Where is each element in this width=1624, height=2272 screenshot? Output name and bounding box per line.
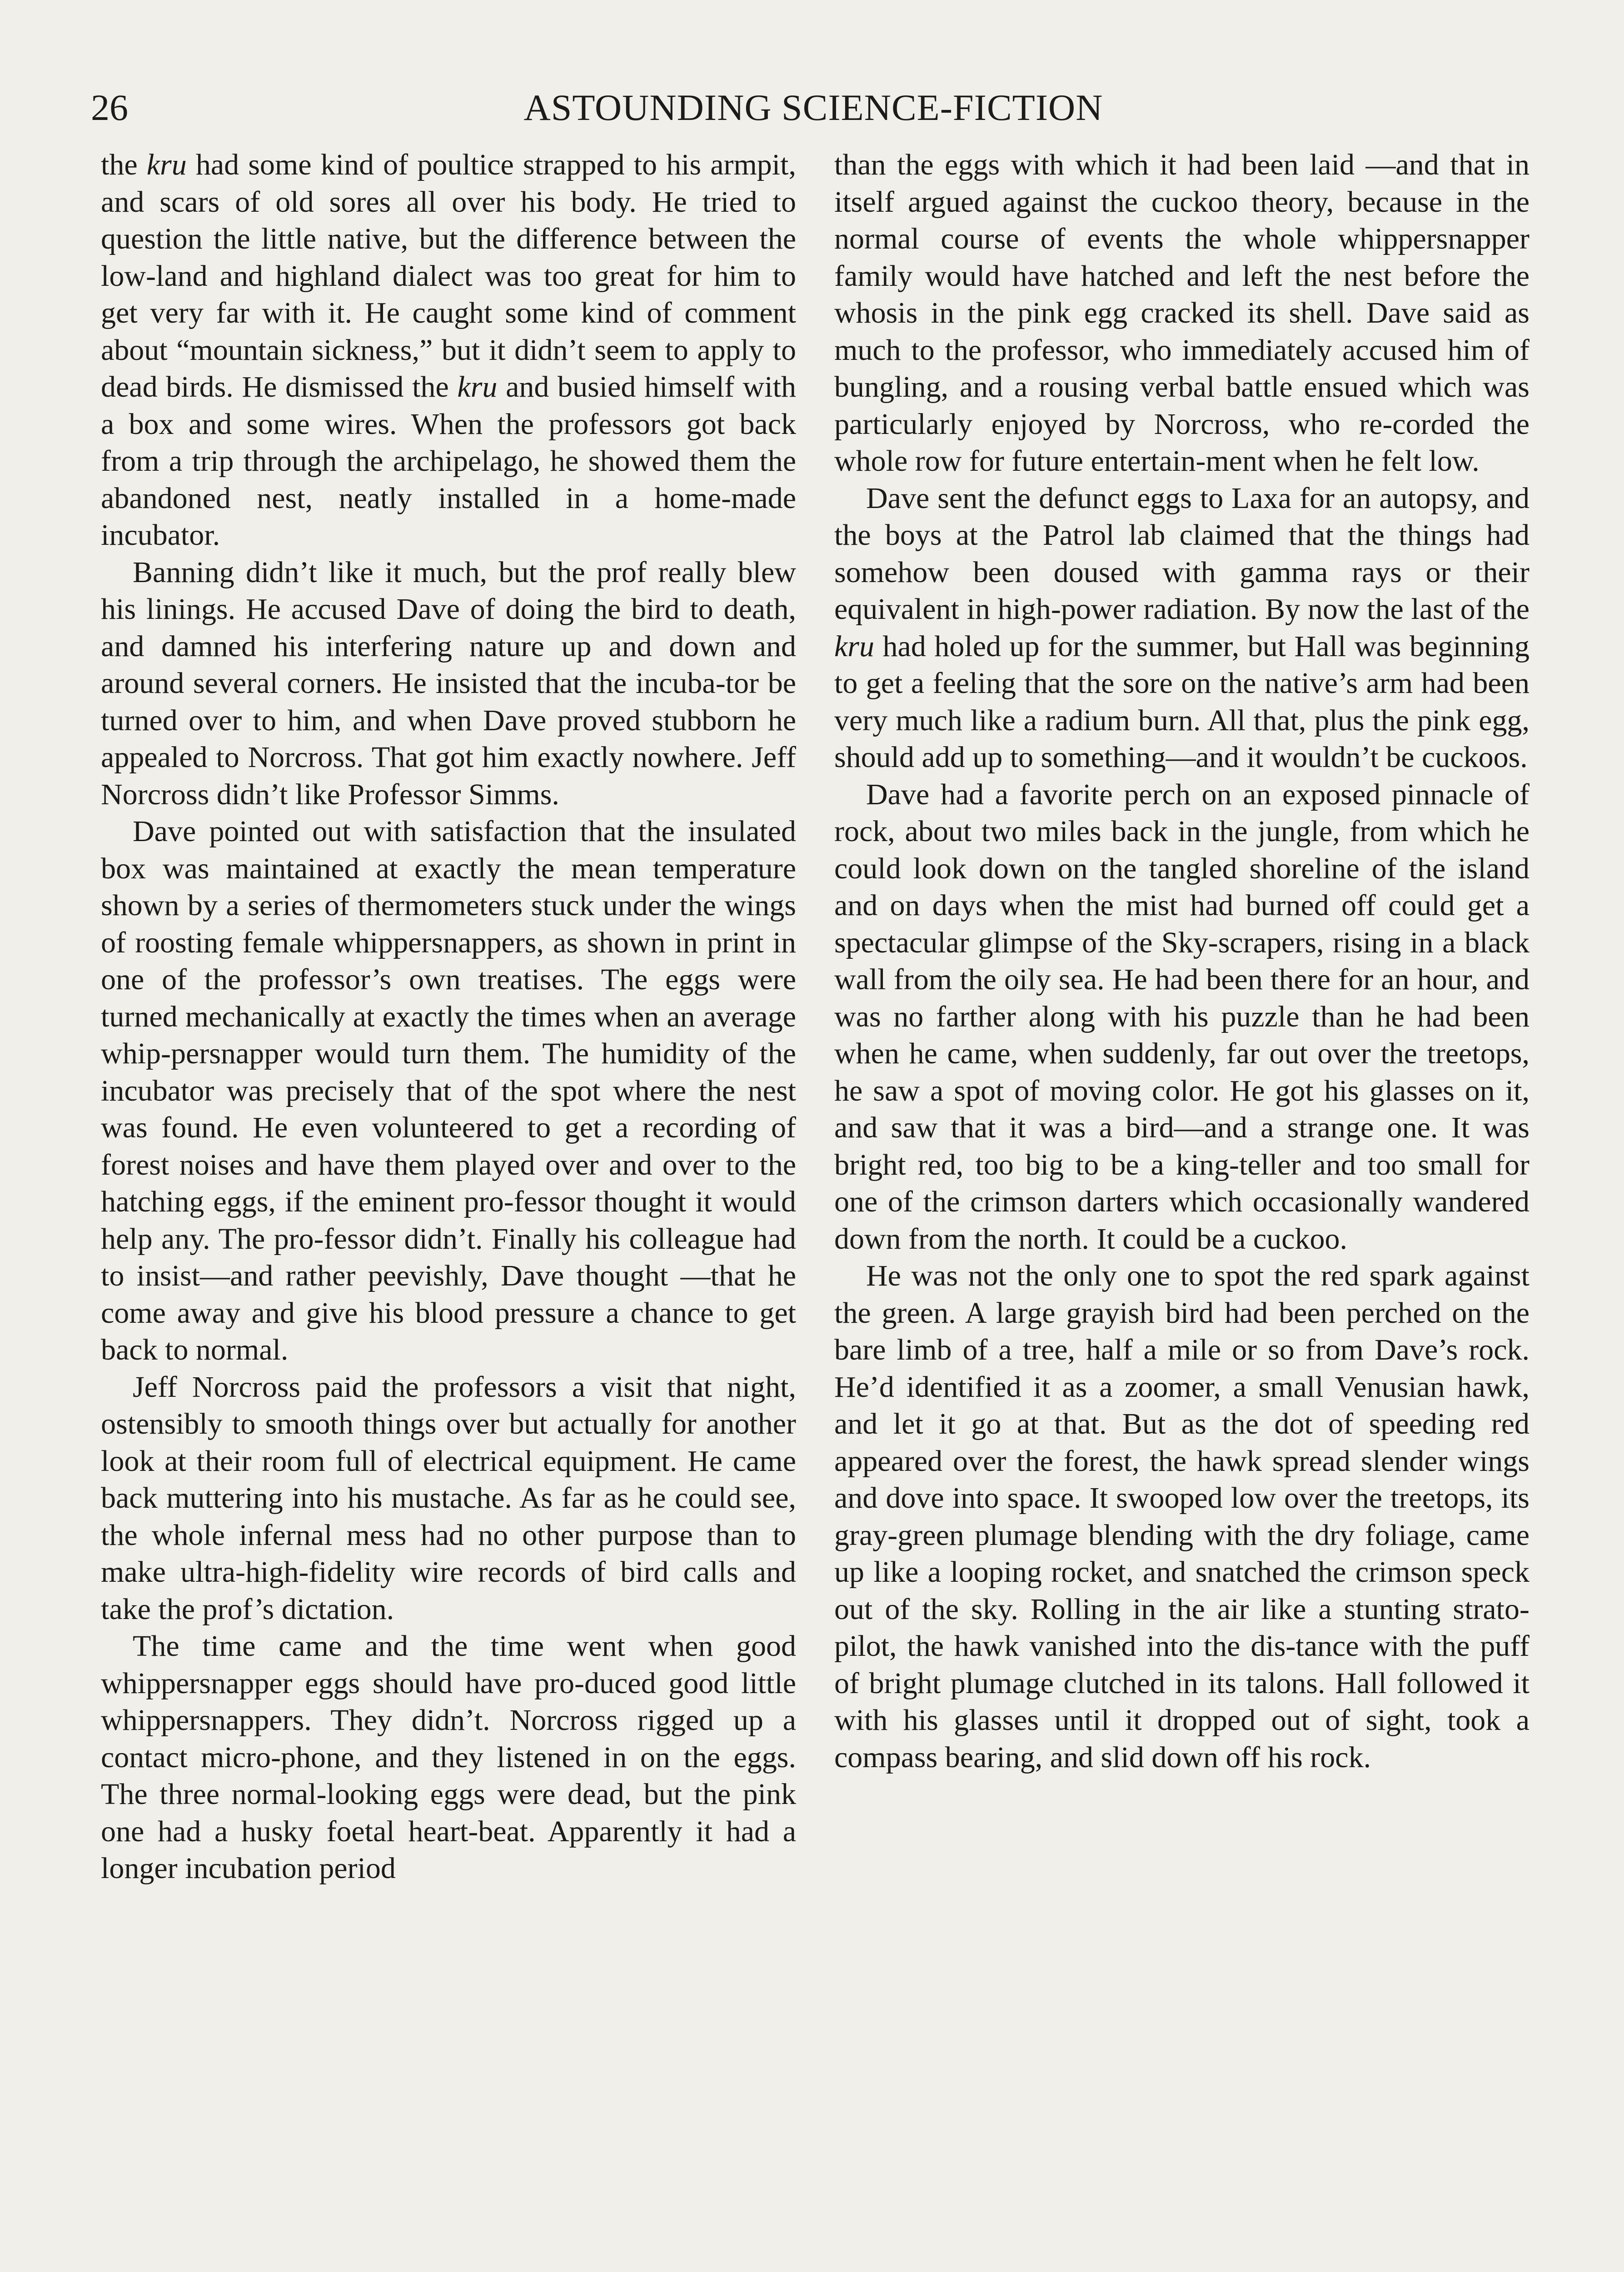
paragraph: than the eggs with which it had been laid —and that in itself argued against the cuckoo theory, because in the normal course of events the whole whippersnapper family would have hatched and left the nest before the whosis in the pink egg cracked its shell. Dave said as much to the professor, who immediately accused him of bungling, and a rousing verbal battle ensued which was particularly enjoyed by Norcross, who re-corded the whole row for future entertain-ment when he felt low.	[834, 148, 1529, 478]
italic-word: kru	[834, 629, 874, 663]
paragraph: The time came and the time went when good whippersnapper eggs should have pro-duced good little whippersnappers. They didn’t. Norcross rigged up a contact micro-phone, and they listened in on the eggs. The three normal-looking eggs were dead, but the pink one had a husky foetal heart-beat. Apparently it had a longer incubation period	[101, 1629, 796, 1885]
paragraph: Jeff Norcross paid the professors a visit that night, ostensibly to smooth things over but actually for another look at their room full of electrical equipment. He came back muttering into his mustache. As far as he could see, the whole infernal mess had no other purpose than to make ultra-high-fidelity wire records of bird calls and take the prof’s dictation.	[101, 1370, 796, 1626]
page-number: 26	[91, 87, 128, 128]
left-column	[101, 146, 796, 1887]
paragraph: Dave sent the defunct eggs to Laxa for an autopsy, and the boys at the Patrol lab claimed that the things had somehow been doused with gamma rays or their equivalent in high-power radiation. By now the last of the kru had holed up for the summer, but Hall was beginning to get a feeling that the sore on the native’s arm had been very much like a radium burn. All that, plus the pink egg, should add up to something—and it wouldn’t be cuckoos.	[834, 481, 1529, 774]
paragraph: Dave pointed out with satisfaction that the insulated box was maintained at exactly the mean temperature shown by a series of thermometers stuck under the wings of roosting female whippersnappers, as shown in print in one of the professor’s own treatises. The eggs were turned mechanically at exactly the times when an average whip-persnapper would turn them. The humidity of the incubator was precisely that of the spot where the nest was found. He even volunteered to get a recording of forest noises and have them played over and over to the hatching eggs, if the eminent pro-fessor thought it would help any. The pro-fessor didn’t. Finally his colleague had to insist—and rather peevishly, Dave thought —that he come away and give his blood pressure a chance to get back to normal.	[101, 815, 796, 1366]
paragraph: Dave had a favorite perch on an exposed pinnacle of rock, about two miles back in the jungle, from which he could look down on the tangled shoreline of the island and on days when the mist had burned off could get a spectacular glimpse of the Sky-scrapers, rising in a black wall from the oily sea. He had been there for an hour, and was no farther along with his puzzle than he had been when he came, when suddenly, far out over the treetops, he saw a spot of moving color. He got his glasses on it, and saw that it was a bird—and a strange one. It was bright red, too big to be a king-teller and too small for one of the crimson darters which occasionally wandered down from the north. It could be a cuckoo.	[834, 777, 1529, 1256]
right-column	[834, 146, 1529, 1776]
italic-word: kru	[146, 148, 187, 181]
paragraph: He was not the only one to spot the red spark against the green. A large grayish bird had been perched on the bare limb of a tree, half a mile or so from Dave’s rock. He’d identified it as a zoomer, a small Venusian hawk, and let it go at that. But as the dot of speeding red appeared over the forest, the hawk spread slender wings and dove into space. It swooped low over the treetops, its gray-green plumage blending with the dry foliage, came up like a looping rocket, and snatched the crimson speck out of the sky. Rolling in the air like a stunting strato-pilot, the hawk vanished into the dis-tance with the puff of bright plumage clutched in its talons. Hall followed it with his glasses until it dropped out of sight, took a compass bearing, and slid down off his rock.	[834, 1259, 1529, 1774]
paragraph: the kru had some kind of poultice strapped to his armpit, and scars of old sores all over his body. He tried to question the little native, but the difference between the low-land and highland dialect was too great for him to get very far with it. He caught some kind of comment about “mountain sickness,” but it didn’t seem to apply to dead birds. He dismissed the kru and busied himself with a box and some wires. When the professors got back from a trip through the archipelago, he showed them the abandoned nest, neatly installed in a home-made incubator.	[101, 148, 796, 552]
italic-word: kru	[457, 370, 498, 404]
running-title: ASTOUNDING SCIENCE-FICTION	[523, 87, 1103, 128]
paragraph: Banning didn’t like it much, but the prof really blew his linings. He accused Dave of doing the bird to death, and damned his interfering nature up and down and around several corners. He insisted that the incuba-tor be turned over to him, and when Dave proved stubborn he appealed to Norcross. That got him exactly nowhere. Jeff Norcross didn’t like Professor Simms.	[101, 555, 796, 811]
